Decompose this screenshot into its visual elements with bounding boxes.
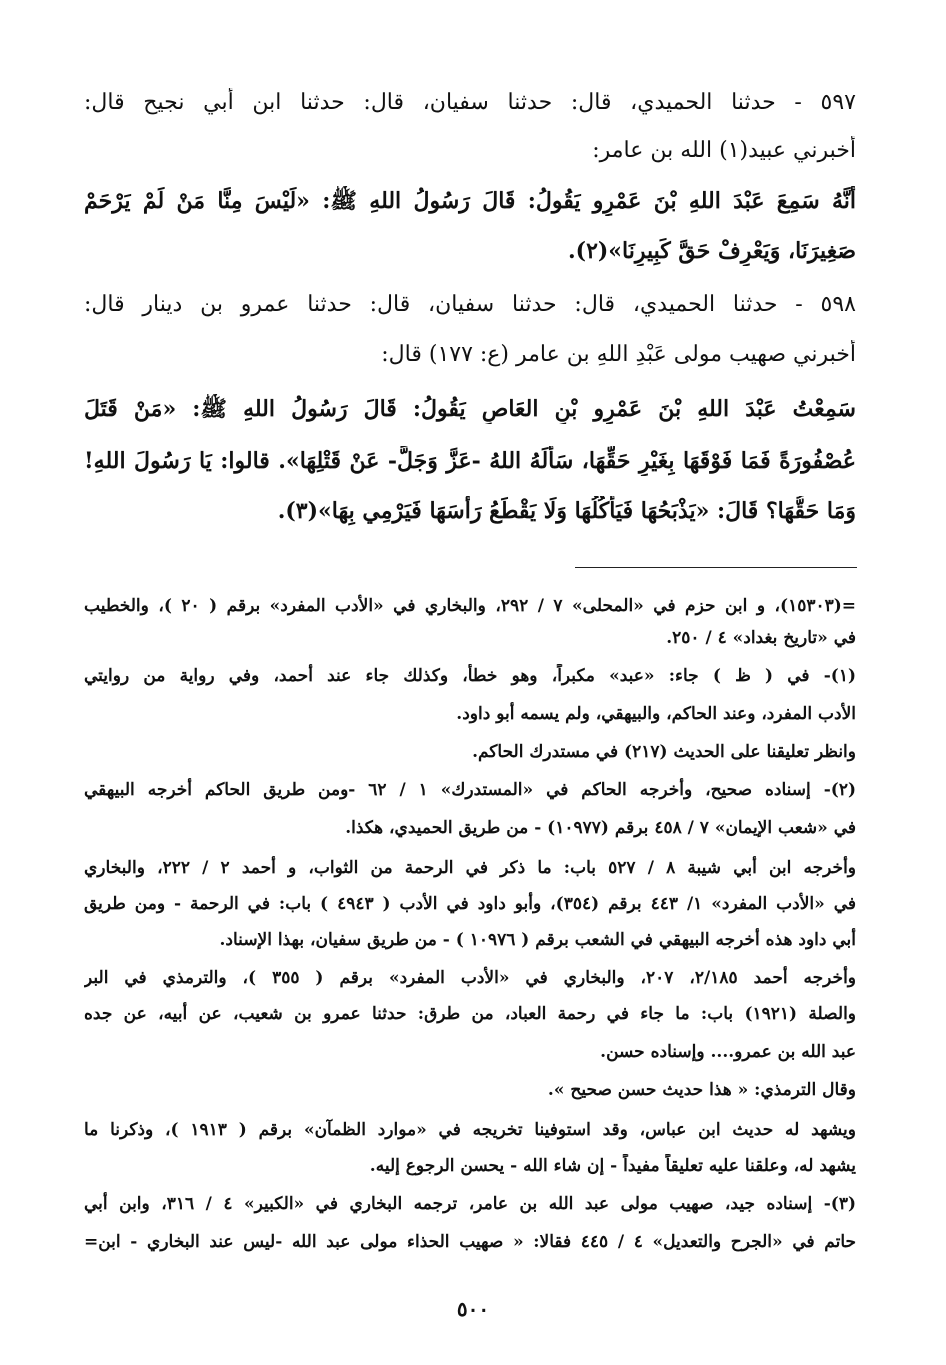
footnote-line: ويشهد له حديث ابن عباس، وقد استوفينا تخريجه في «موارد الظمآن» برقم ( ١٩١٣ )، وذكرنا ما [84,1120,856,1140]
footnote-line: الأدب المفرد، وعند الحاكم، والبيهقي، ولم يسمه أبو داود. [456,704,856,724]
hadith-598-matn-line-3: وَمَا حَقُّهَا؟ قَالَ: «يَذْبَحُهَا فَيَأْكُلُهَا وَلَا يَقْطَعُ رَأْسَهَا فَيَرْمِي بِهَا»(٣). [277,498,856,524]
footnote-line: وأخرجه أحمد ٢/١٨٥، ٢٠٧، والبخاري في «الأدب المفرد» برقم ( ٣٥٥ )، والترمذي في البر [84,968,856,988]
footnote-line: عبد الله بن عمرو.... وإسناده حسن. [600,1042,856,1062]
hadith-598-matn-line-1: سَمِعْتُ عَبْدَ اللهِ بْنَ عَمْرِو بْنِ العَاصِ يَقُولُ: قَالَ رَسُولُ اللهِ ﷺ: «مَنْ قَتَلَ [84,396,856,422]
hadith-597-isnad-line-1: ٥٩٧ - حدثنا الحميدي، قال: حدثنا سفيان، قال: حدثنا ابن أبي نجيح قال: [84,90,856,115]
footnote-line: =(١٥٣٠٣)، و ابن حزم في «المحلى» ٧ / ٢٩٢، والبخاري في «الأدب المفرد» برقم ( ٢٠ )، والخطيب [84,596,856,616]
hadith-597-isnad-line-2: أخبرني عبيد(١) الله بن عامر: [592,138,856,163]
footnote-line: أبي داود هذه أخرجه البيهقي في الشعب برقم ( ١٠٩٧٦ ) - من طريق سفيان، بهذا الإسناد. [219,930,856,950]
footnote-line: في «تاريخ بغداد» ٤ / ٢٥٠. [666,628,856,648]
footnote-line: يشهد له، وعلقنا عليه تعليقاً مفيداً - إن شاء الله - يحسن الرجوع إليه. [369,1156,856,1176]
footnote-line: (٢)- إسناده صحيح، وأخرجه الحاكم في «المستدرك» ١ / ٦٢ -ومن طريق الحاكم أخرجه البيهقي [84,780,856,800]
page-number: ٥٠٠ [456,1297,490,1321]
footnote-line: (١)- في ( ظ ) جاء: «عبد» مكبراً، وهو خطأ، وكذلك جاء عند أحمد، وفي رواية من روايتي [84,666,856,686]
hadith-597-matn-line-1: أَنَّهُ سَمِعَ عَبْدَ اللهِ بْنَ عَمْرٍو يَقُولُ: قَالَ رَسُولُ اللهِ ﷺ: «لَيْسَ مِنَّا مَنْ لَمْ يَرْحَمْ [84,188,856,214]
footnote-line: وأخرجه ابن أبي شيبة ٨ / ٥٢٧ باب: ما ذكر في الرحمة من الثواب، و أحمد ٢ / ٢٢٢، والبخاري [84,858,856,878]
footnote-line: والصلة (١٩٢١) باب: ما جاء في رحمة العباد، من طرق: حدثنا عمرو بن شعيب، عن أبيه، عن جده [84,1004,856,1024]
footnote-line: في «شعب الإيمان» ٧ / ٤٥٨ برقم (١٠٩٧٧) - من طريق الحميدي، هكذا. [345,818,856,838]
footnote-line: في «الأدب المفرد» ١/ ٤٤٣ برقم (٣٥٤)، وأبو داود في الأدب ( ٤٩٤٣ ) باب: في الرحمة - ومن طريق [84,894,856,914]
hadith-597-matn-line-2: صَغِيرَنَا، وَيَعْرِفْ حَقَّ كَبِيرِنَا»(٢). [567,238,856,264]
footnote-line: (٣)- إسناده جيد، صهيب مولى عبد الله بن عامر، ترجمه البخاري في «الكبير» ٤ / ٣١٦، وابن أبي [84,1194,856,1214]
footnote-line: حاتم في «الجرح والتعديل» ٤ / ٤٤٥ فقالا: « صهيب الحذاء مولى عبد الله -ليس عند البخاري - ابن= [84,1232,856,1252]
hadith-598-isnad-line-1: ٥٩٨ - حدثنا الحميدي، قال: حدثنا سفيان، قال: حدثنا عمرو بن دينار قال: [84,292,856,317]
hadith-598-isnad-line-2: أخبرني صهيب مولى عَبْدِ اللهِ بن عامر (ع: ١٧٧) قال: [381,342,856,367]
hadith-598-matn-line-2: عُصْفُورَةً فَمَا فَوْقَهَا بِغَيْرِ حَقِّهَا، سَأَلَهُ اللهُ -عَزَّ وَجَلَّ- عَنْ قَتْلِهَا». قالوا: يَا رَسُولَ اللهِ! [84,448,856,474]
footnote-separator [575,567,857,568]
footnote-line: وانظر تعليقنا على الحديث (٢١٧) في مستدرك الحاكم. [472,742,856,762]
footnote-line: وقال الترمذي: « هذا حديث حسن صحيح ». [547,1080,856,1100]
